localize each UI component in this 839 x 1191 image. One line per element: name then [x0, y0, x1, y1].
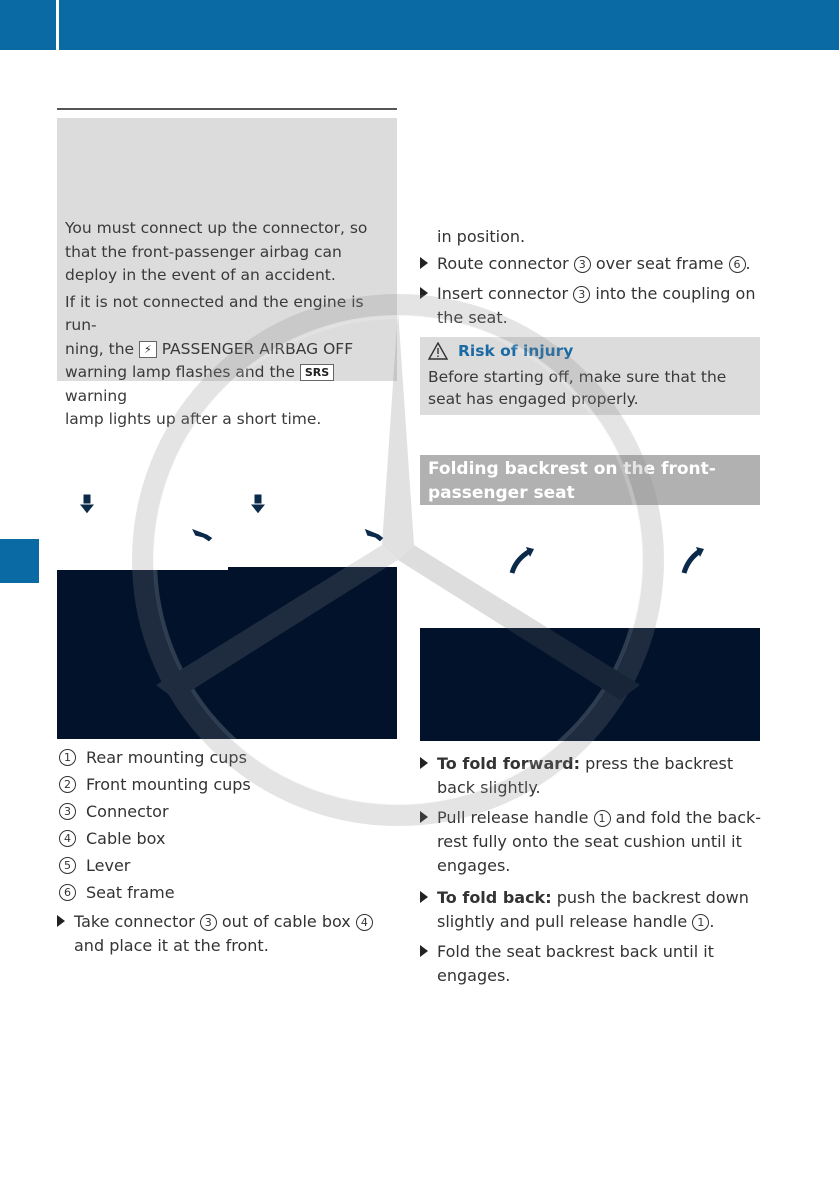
- warning-triangle-icon: [428, 342, 448, 360]
- number-badge: 4: [59, 830, 76, 847]
- diagram-arrows: [420, 545, 760, 625]
- diagram-image-dark: [57, 570, 397, 739]
- number-badge: 2: [59, 776, 76, 793]
- arrow-down-icon: [250, 494, 266, 514]
- right-column-steps-bottom: [420, 752, 762, 994]
- legend-label: Lever: [86, 856, 131, 875]
- number-badge: 1: [594, 810, 611, 827]
- number-badge: 4: [356, 914, 373, 931]
- step-marker-icon: [420, 757, 428, 769]
- number-badge: 3: [200, 914, 217, 931]
- legend-item: [59, 771, 399, 798]
- header-bar-left: [0, 0, 56, 50]
- instruction-fold-back: To fold back: push the backrest down slightly and pull release handle 1 .: [420, 886, 762, 934]
- legend-list: [59, 744, 399, 906]
- instruction-fold-forward: To fold forward: press the backrest back slightly.: [420, 752, 762, 800]
- diagram-image-dark: [420, 628, 760, 741]
- instruction-take-connector: Take connector 3 out of cable box 4 and place it at the front.: [57, 910, 399, 964]
- legend-item: [59, 852, 399, 879]
- step-marker-icon: [420, 287, 428, 299]
- risk-title: Risk of injury: [428, 342, 573, 360]
- warning-paragraph-2: If it is not connected and the engine is run- ning, the ⚡ PASSENGER AIRBAG OFF warning lamp flashes and the SRS warning lamp lights up after a short time.: [65, 292, 364, 428]
- diagram-image-dark-edge: [228, 567, 397, 571]
- legend-item: [59, 825, 399, 852]
- legend-item: [59, 744, 399, 771]
- instruction-insert-connector: Insert connector 3 into the coupling on the seat.: [420, 282, 760, 330]
- number-badge: 6: [729, 256, 746, 273]
- legend-label: Rear mounting cups: [86, 748, 247, 767]
- step-marker-icon: [57, 915, 65, 927]
- number-badge: 5: [59, 857, 76, 874]
- legend-label: Seat frame: [86, 883, 175, 902]
- arrow-diagonal-icon: [364, 528, 384, 542]
- number-badge: 3: [59, 803, 76, 820]
- legend-label: Front mounting cups: [86, 775, 251, 794]
- warning-box: [57, 118, 397, 428]
- instruction-fold-seat-back: Fold the seat backrest back until it engages.: [420, 940, 762, 988]
- number-badge: 1: [59, 749, 76, 766]
- risk-of-injury-box: [420, 337, 760, 415]
- curved-arrow-icon: [512, 547, 534, 573]
- arrow-down-icon: [79, 494, 95, 514]
- chapter-side-tab[interactable]: [0, 539, 39, 583]
- airbag-off-indicator-icon: ⚡: [139, 341, 157, 358]
- number-badge: 3: [574, 256, 591, 273]
- section-heading-text: Folding backrest on the front-passenger seat: [428, 459, 716, 503]
- risk-text: Before starting off, make sure that the seat has engaged properly.: [428, 368, 727, 408]
- header-bar: [59, 0, 839, 50]
- step-marker-icon: [420, 257, 428, 269]
- section-heading: [420, 455, 760, 505]
- section-rule: [57, 108, 397, 110]
- legend-item: [59, 879, 399, 906]
- step-marker-icon: [420, 945, 428, 957]
- number-badge: 3: [573, 286, 590, 303]
- legend-label: Cable box: [86, 829, 166, 848]
- curved-arrow-icon: [684, 547, 704, 573]
- legend-label: Connector: [86, 802, 169, 821]
- step-marker-icon: [420, 811, 428, 823]
- arrow-diagonal-icon: [191, 528, 213, 542]
- number-badge: 6: [59, 884, 76, 901]
- instruction-route-connector: Route connector 3 over seat frame 6 .: [420, 252, 760, 276]
- instruction-pull-handle: Pull release handle 1 and fold the back-rest fully onto the seat cushion until it engages.: [420, 806, 762, 878]
- srs-warning-lamp-icon: SRS: [300, 364, 334, 381]
- legend-item: [59, 798, 399, 825]
- number-badge: 1: [692, 914, 709, 931]
- continued-text: in position.: [437, 227, 526, 246]
- right-column-steps-top: [420, 225, 760, 336]
- warning-paragraph-1: You must connect up the connector, so that the front-passenger airbag can deploy in the event of an accident.: [65, 219, 368, 284]
- step-marker-icon: [420, 891, 428, 903]
